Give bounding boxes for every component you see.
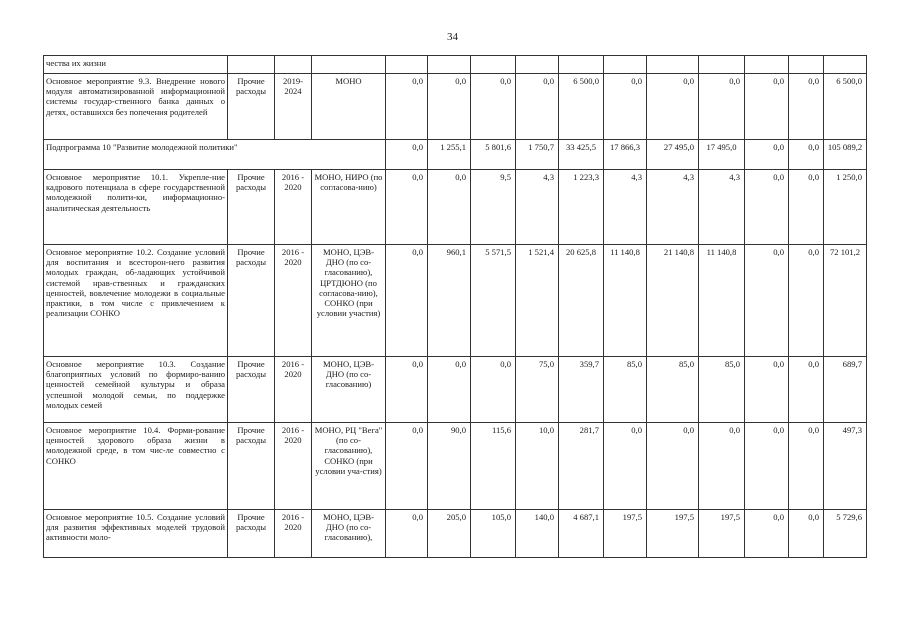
- expense-type-cell: Прочие расходы: [228, 357, 275, 423]
- value-cell: 105,0: [471, 510, 516, 558]
- value-cell: 17 866,3: [604, 140, 647, 170]
- value-cell: 20 625,8: [559, 245, 604, 357]
- executor-cell: [312, 56, 386, 74]
- value-cell: 0,0: [745, 510, 789, 558]
- value-cell: 85,0: [647, 357, 699, 423]
- value-cell: 0,0: [745, 74, 789, 140]
- value-cell: [516, 56, 559, 74]
- value-cell: 0,0: [428, 357, 471, 423]
- period-cell: 2016 - 2020: [275, 170, 312, 245]
- value-cell: 115,6: [471, 423, 516, 510]
- value-cell: 0,0: [386, 510, 428, 558]
- value-cell: 11 140,8: [604, 245, 647, 357]
- value-cell: 1 255,1: [428, 140, 471, 170]
- executor-cell: МОНО, РЦ "Вега" (по со-гласованию), СОНКО (при условии уча-стия): [312, 423, 386, 510]
- value-cell: 105 089,2: [824, 140, 867, 170]
- period-cell: 2016 - 2020: [275, 423, 312, 510]
- value-cell: 0,0: [789, 140, 824, 170]
- value-cell: [789, 56, 824, 74]
- value-cell: 0,0: [745, 357, 789, 423]
- value-cell: 10,0: [516, 423, 559, 510]
- value-cell: 4,3: [604, 170, 647, 245]
- value-cell: [699, 56, 745, 74]
- value-cell: 0,0: [604, 423, 647, 510]
- activity-name-cell: Основное мероприятие 10.1. Укрепле-ние кадрового потенциала в сфере государственной молодежной полити-ки, информационно-аналитическая деятельность: [44, 170, 228, 245]
- value-cell: 4,3: [516, 170, 559, 245]
- activity-name-cell: Основное мероприятие 10.2. Создание условий для воспитания и всесторон-него развития молодых граждан, об-ладающих устойчивой системой нрав-ственных и гражданских ценностей, вовлечение молодежи в социальные практики, в том числе с привлечением к реализации СОНКО: [44, 245, 228, 357]
- value-cell: 27 495,0: [647, 140, 699, 170]
- expense-type-cell: Прочие расходы: [228, 170, 275, 245]
- value-cell: 281,7: [559, 423, 604, 510]
- value-cell: [745, 56, 789, 74]
- value-cell: 0,0: [516, 74, 559, 140]
- value-cell: 0,0: [604, 74, 647, 140]
- value-cell: [471, 56, 516, 74]
- value-cell: 4,3: [699, 170, 745, 245]
- period-cell: [275, 56, 312, 74]
- value-cell: 6 500,0: [559, 74, 604, 140]
- value-cell: 0,0: [745, 245, 789, 357]
- value-cell: 0,0: [699, 74, 745, 140]
- period-cell: 2016 - 2020: [275, 357, 312, 423]
- value-cell: 689,7: [824, 357, 867, 423]
- value-cell: 4,3: [647, 170, 699, 245]
- value-cell: 0,0: [699, 423, 745, 510]
- value-cell: 5 801,6: [471, 140, 516, 170]
- budget-table: [43, 55, 867, 558]
- table-row: [44, 423, 867, 510]
- value-cell: 0,0: [428, 170, 471, 245]
- value-cell: 359,7: [559, 357, 604, 423]
- value-cell: 5 729,6: [824, 510, 867, 558]
- expense-type-cell: Прочие расходы: [228, 74, 275, 140]
- value-cell: 11 140,8: [699, 245, 745, 357]
- value-cell: 0,0: [386, 140, 428, 170]
- value-cell: [824, 56, 867, 74]
- value-cell: 6 500,0: [824, 74, 867, 140]
- expense-type-cell: Прочие расходы: [228, 510, 275, 558]
- period-cell: 2016 - 2020: [275, 245, 312, 357]
- value-cell: 205,0: [428, 510, 471, 558]
- value-cell: 1 750,7: [516, 140, 559, 170]
- period-cell: 2019-2024: [275, 74, 312, 140]
- value-cell: 0,0: [789, 357, 824, 423]
- subprogram-name-cell: Подпрограмма 10 "Развитие молодежной политики": [44, 140, 386, 170]
- value-cell: 0,0: [471, 74, 516, 140]
- table-row: [44, 357, 867, 423]
- value-cell: 0,0: [745, 170, 789, 245]
- value-cell: 0,0: [647, 74, 699, 140]
- table-row: [44, 170, 867, 245]
- value-cell: 1 521,4: [516, 245, 559, 357]
- expense-type-cell: [228, 56, 275, 74]
- value-cell: 75,0: [516, 357, 559, 423]
- activity-name-cell: Основное мероприятие 9.3. Внедрение нового модуля автоматизированной информационной системы государ-ственного банка данных о детях, оставшихся без попечения родителей: [44, 74, 228, 140]
- value-cell: 197,5: [604, 510, 647, 558]
- value-cell: 0,0: [789, 74, 824, 140]
- value-cell: 0,0: [386, 423, 428, 510]
- value-cell: [428, 56, 471, 74]
- expense-type-cell: Прочие расходы: [228, 423, 275, 510]
- table-row: [44, 245, 867, 357]
- table-row: [44, 510, 867, 558]
- value-cell: 9,5: [471, 170, 516, 245]
- value-cell: 0,0: [386, 357, 428, 423]
- value-cell: [604, 56, 647, 74]
- value-cell: [647, 56, 699, 74]
- activity-name-cell: чества их жизни: [44, 56, 228, 74]
- value-cell: 0,0: [789, 423, 824, 510]
- activity-name-cell: Основное мероприятие 10.4. Форми-рование ценностей здорового образа жизни в молодежной среде, в том чис-ле совместно с СОНКО: [44, 423, 228, 510]
- value-cell: 0,0: [471, 357, 516, 423]
- activity-name-cell: Основное мероприятие 10.3. Создание благоприятных условий по формиро-ванию ценностей семейной культуры и образа успешной молодой семьи, по поддержке молодых семей: [44, 357, 228, 423]
- executor-cell: МОНО, ЦЭВ-ДНО (по со-гласованию), ЦРТДЮНО (по согласова-нию), СОНКО (при условии участия): [312, 245, 386, 357]
- value-cell: 0,0: [386, 245, 428, 357]
- period-cell: 2016 - 2020: [275, 510, 312, 558]
- value-cell: 85,0: [699, 357, 745, 423]
- table-row: [44, 74, 867, 140]
- value-cell: 0,0: [789, 170, 824, 245]
- executor-cell: МОНО: [312, 74, 386, 140]
- executor-cell: МОНО, ЦЭВ-ДНО (по со-гласованию),: [312, 510, 386, 558]
- expense-type-cell: Прочие расходы: [228, 245, 275, 357]
- value-cell: 0,0: [386, 170, 428, 245]
- value-cell: 960,1: [428, 245, 471, 357]
- value-cell: 0,0: [428, 74, 471, 140]
- table-row: [44, 56, 867, 74]
- value-cell: [386, 56, 428, 74]
- value-cell: 197,5: [699, 510, 745, 558]
- value-cell: 0,0: [745, 140, 789, 170]
- executor-cell: МОНО, ЦЭВ-ДНО (по со-гласованию): [312, 357, 386, 423]
- value-cell: 5 571,5: [471, 245, 516, 357]
- value-cell: 0,0: [789, 510, 824, 558]
- value-cell: 72 101,2: [824, 245, 867, 357]
- subprogram-row: [44, 140, 867, 170]
- value-cell: 0,0: [745, 423, 789, 510]
- value-cell: 4 687,1: [559, 510, 604, 558]
- executor-cell: МОНО, НИРО (по согласова-нию): [312, 170, 386, 245]
- value-cell: 0,0: [386, 74, 428, 140]
- value-cell: 197,5: [647, 510, 699, 558]
- value-cell: 1 223,3: [559, 170, 604, 245]
- value-cell: 0,0: [647, 423, 699, 510]
- value-cell: 497,3: [824, 423, 867, 510]
- activity-name-cell: Основное мероприятие 10.5. Создание условий для развития эффективных моделей трудовой активности моло-: [44, 510, 228, 558]
- value-cell: 33 425,5: [559, 140, 604, 170]
- page-number: 34: [447, 31, 458, 43]
- value-cell: 0,0: [789, 245, 824, 357]
- value-cell: 85,0: [604, 357, 647, 423]
- table-body: [44, 56, 867, 558]
- value-cell: [559, 56, 604, 74]
- value-cell: 90,0: [428, 423, 471, 510]
- value-cell: 1 250,0: [824, 170, 867, 245]
- value-cell: 21 140,8: [647, 245, 699, 357]
- value-cell: 17 495,0: [699, 140, 745, 170]
- value-cell: 140,0: [516, 510, 559, 558]
